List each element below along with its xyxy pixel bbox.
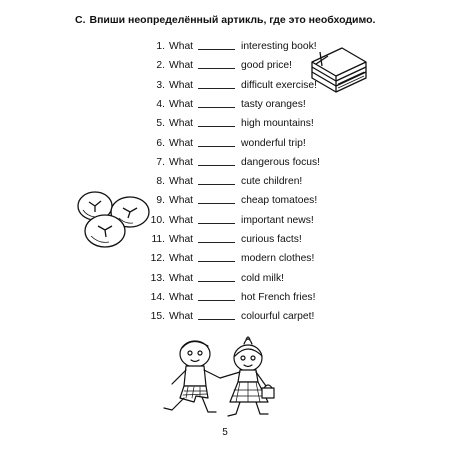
item-word: What (169, 195, 194, 207)
list-item (0, 175, 450, 189)
answer-blank[interactable] (198, 156, 235, 166)
list-item (0, 79, 450, 93)
item-phrase: cheap tomatoes! (241, 195, 318, 207)
item-word: What (169, 118, 194, 130)
answer-blank[interactable] (198, 117, 235, 127)
item-word: What (169, 156, 194, 168)
exercise-instruction: Впиши неопределённый артикль, где это необходимо. (89, 14, 376, 26)
item-word: What (169, 176, 194, 188)
item-phrase: interesting book! (241, 41, 317, 52)
children-icon (150, 332, 290, 420)
item-word: What (169, 253, 194, 265)
page-number: 5 (222, 427, 228, 438)
item-phrase: curious facts! (241, 234, 302, 245)
item-word: What (169, 137, 194, 149)
item-number: 2. (156, 60, 165, 72)
item-word: What (169, 311, 194, 323)
answer-blank[interactable] (198, 175, 235, 185)
item-number: 10. (150, 214, 165, 226)
item-number: 15. (150, 311, 165, 323)
item-number: 13. (150, 272, 165, 284)
item-word: What (169, 291, 194, 303)
list-item (0, 252, 450, 266)
item-number: 5. (156, 118, 165, 130)
item-phrase: cold milk! (241, 272, 284, 284)
item-number: 9. (156, 195, 165, 207)
list-item (0, 272, 450, 286)
answer-blank[interactable] (198, 291, 235, 301)
item-number: 12. (150, 253, 165, 265)
answer-blank[interactable] (198, 40, 235, 50)
item-word: What (169, 234, 194, 245)
item-number: 6. (156, 137, 165, 149)
list-item (0, 194, 450, 208)
item-word: What (169, 214, 194, 226)
answer-blank[interactable] (198, 233, 235, 243)
item-phrase: colourful carpet! (241, 311, 315, 323)
item-number: 3. (156, 79, 165, 91)
item-phrase: cute children! (241, 176, 303, 188)
item-number: 14. (150, 291, 165, 303)
list-item (0, 214, 450, 228)
answer-blank[interactable] (198, 272, 235, 282)
list-item (0, 117, 450, 131)
item-phrase: good price! (241, 60, 292, 72)
list-item (0, 310, 450, 324)
answer-blank[interactable] (198, 310, 235, 320)
item-phrase: tasty oranges! (241, 98, 306, 110)
answer-blank[interactable] (198, 59, 235, 69)
answer-blank[interactable] (198, 252, 235, 262)
item-phrase: important news! (241, 214, 314, 226)
answer-blank[interactable] (198, 79, 235, 89)
list-item (0, 156, 450, 170)
item-number: 1. (156, 41, 165, 52)
item-word: What (169, 60, 194, 72)
tomatoes-icon (73, 188, 155, 250)
list-item (0, 59, 450, 73)
item-phrase: dangerous focus! (241, 156, 321, 168)
books-icon (308, 40, 370, 95)
item-phrase: high mountains! (241, 118, 314, 130)
item-number: 11. (151, 234, 165, 245)
answer-blank[interactable] (198, 98, 235, 108)
item-word: What (169, 98, 194, 110)
answer-blank[interactable] (198, 194, 235, 204)
exercise-letter: C. (75, 14, 86, 26)
item-phrase: hot French fries! (241, 291, 316, 303)
item-number: 4. (156, 98, 165, 110)
list-item (0, 137, 450, 151)
item-number: 8. (156, 176, 165, 188)
list-item (0, 40, 450, 54)
item-phrase: wonderful trip! (241, 137, 306, 149)
answer-blank[interactable] (198, 214, 235, 224)
item-number: 7. (156, 156, 165, 168)
item-word: What (169, 41, 194, 52)
item-word: What (169, 272, 194, 284)
list-item (0, 291, 450, 305)
item-word: What (169, 79, 194, 91)
item-phrase: difficult exercise! (241, 79, 317, 91)
item-phrase: modern clothes! (241, 253, 315, 265)
answer-blank[interactable] (198, 137, 235, 147)
list-item (0, 98, 450, 112)
exercise-heading (75, 14, 375, 26)
list-item (0, 233, 450, 247)
